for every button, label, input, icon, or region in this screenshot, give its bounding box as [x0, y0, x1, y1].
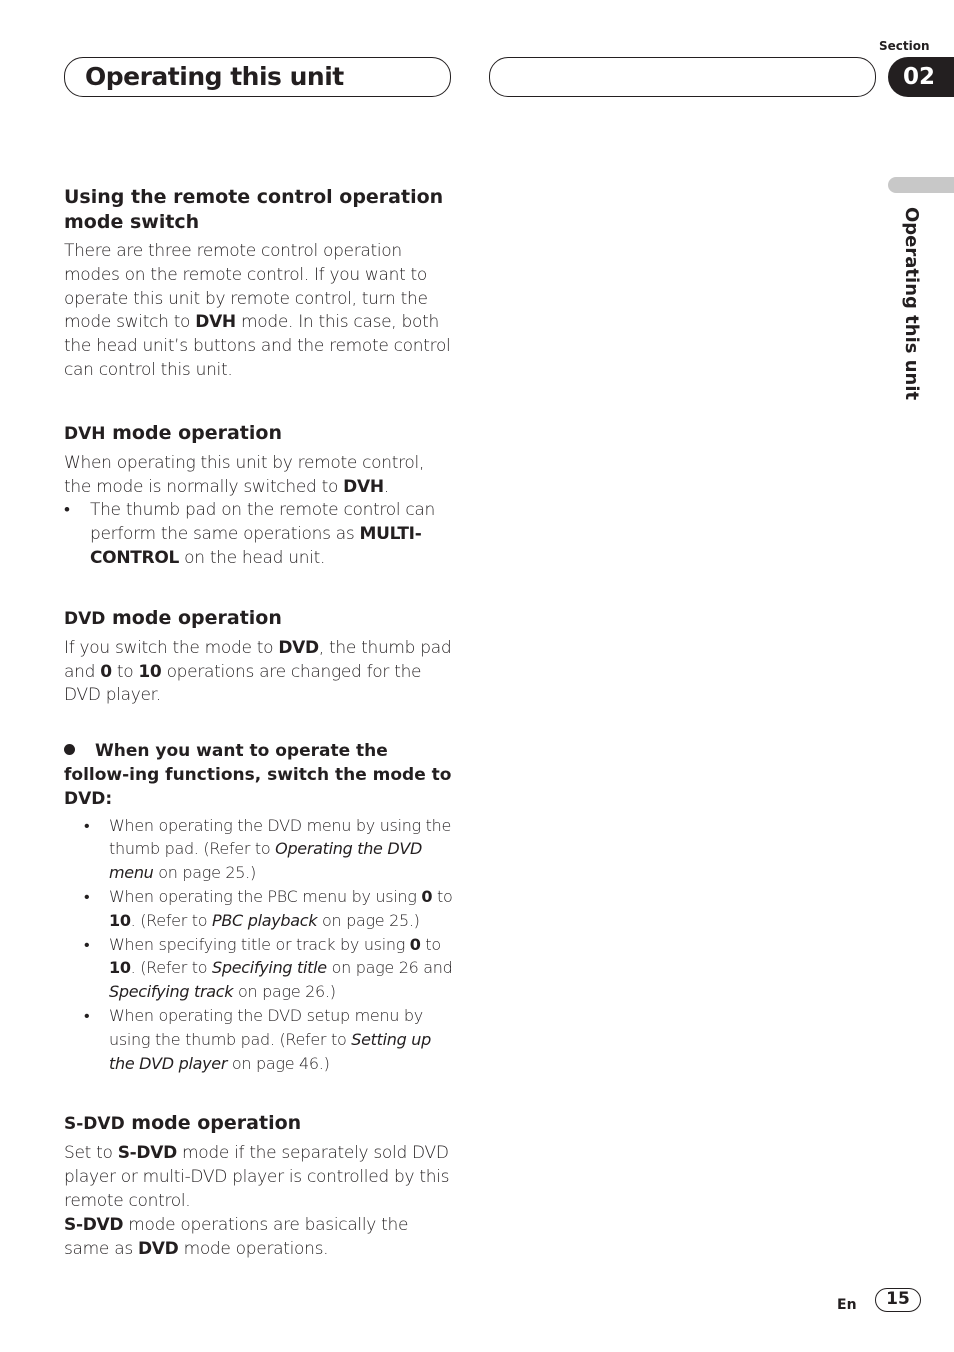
dvd-function-list	[64, 814, 454, 1076]
section-label: Section	[879, 39, 930, 53]
paragraph-sdvd-mode: Set to S-DVD mode if the separately sold DVD player or multi-DVD player is controlled by this remote control.	[64, 1143, 450, 1211]
dvh-bullet-list	[64, 499, 454, 570]
paragraph-sdvd-same: S-DVD mode operations are basically the same as DVD mode operations.	[64, 1214, 409, 1259]
section-title-box	[64, 57, 451, 97]
blank-header-box	[489, 57, 876, 97]
list-item: • When operating the PBC menu by using 0 to 10. (Refer to PBC playback on page 25.)	[64, 885, 454, 933]
paragraph-dvd-mode: If you switch the mode to DVD, the thumb pad and 0 to 10 operations are changed for the DVD player.	[64, 637, 452, 706]
heading-dvd-mode: DVD mode operation	[64, 606, 282, 629]
heading-dvh-mode: DVH mode operation	[64, 421, 282, 444]
side-tab-label: Operating this unit	[901, 207, 922, 401]
dvd-instruction: When you want to operate the follow-ing functions, switch the mode to DVD:	[64, 741, 452, 809]
bullet-dot-icon	[64, 744, 75, 755]
section-number-tab	[888, 57, 954, 97]
section-number: 02	[903, 64, 936, 90]
paragraph-remote-switch: There are three remote control operation modes on the remote control. If you want to operate this unit by remote control, turn the mode switch to DVH mode. In this case, both the head unit’s buttons and the remote control can control this unit.	[64, 241, 451, 380]
heading-sdvd-mode: S-DVD mode operation	[64, 1112, 302, 1135]
page-title: Operating this unit	[85, 62, 344, 91]
heading-remote-switch: Using the remote control operation mode switch	[64, 186, 444, 233]
main-content	[64, 185, 454, 1261]
list-item: • When specifying title or track by using 0 to 10. (Refer to Specifying title on page 26 and Specifying track on page 26.)	[64, 933, 454, 1004]
side-tab-bar	[888, 177, 954, 193]
page-number: 15	[875, 1288, 921, 1312]
list-item: • When operating the DVD menu by using the thumb pad. (Refer to Operating the DVD menu on page 25.)	[64, 814, 454, 885]
paragraph-dvh-mode: When operating this unit by remote control, the mode is normally switched to DVH.	[64, 452, 425, 497]
language-label: En	[837, 1297, 857, 1313]
list-item: • When operating the DVD setup menu by using the thumb pad. (Refer to Setting up the DVD player on page 46.)	[64, 1004, 454, 1075]
list-item: • The thumb pad on the remote control can perform the same operations as MULTI-CONTROL on the head unit.	[64, 499, 454, 570]
